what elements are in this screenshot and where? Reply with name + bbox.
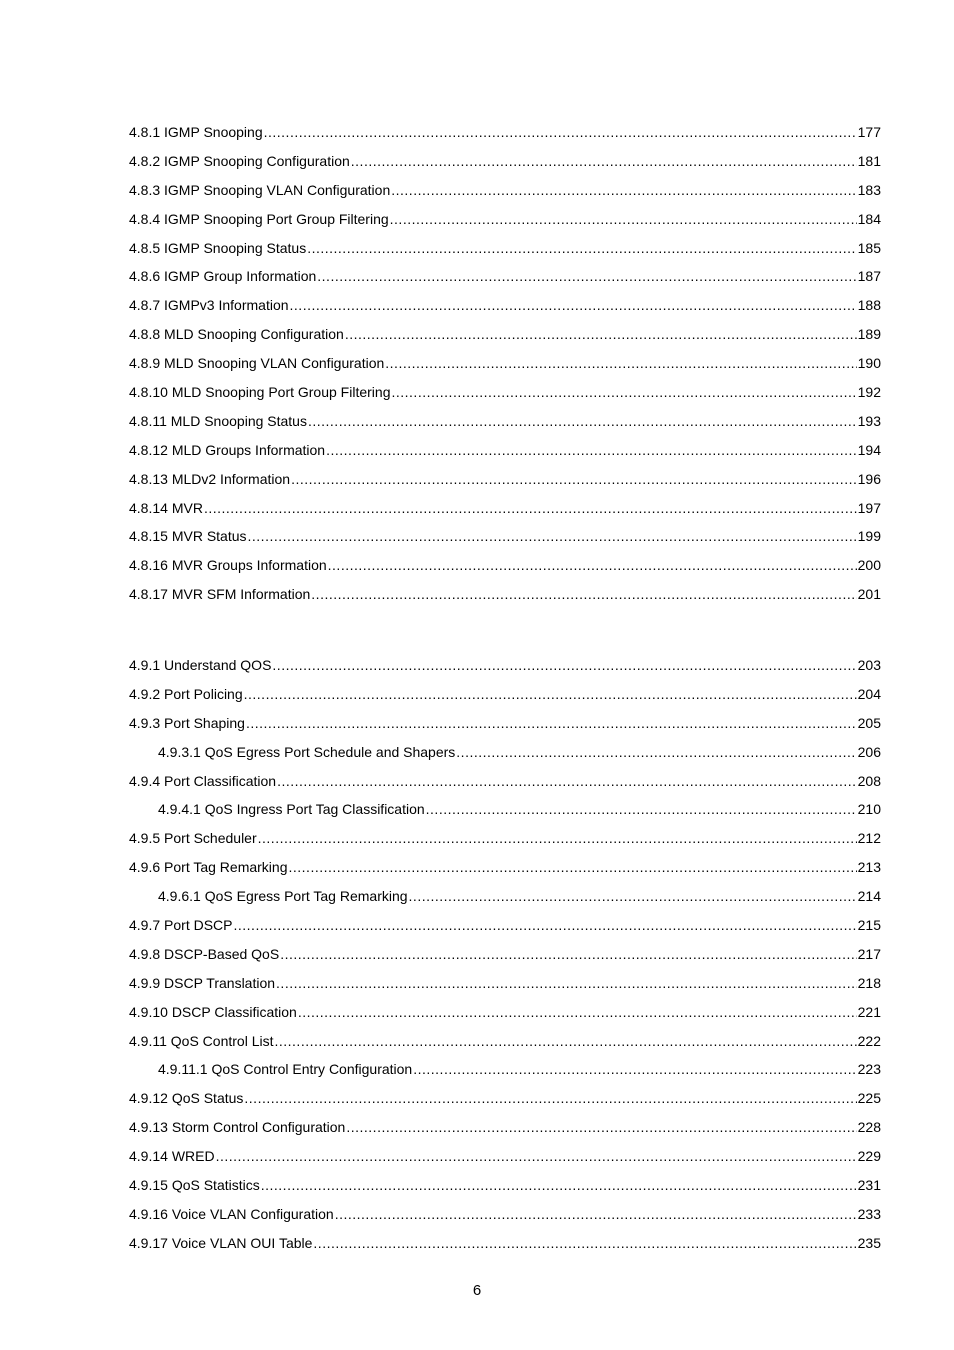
toc-entry-title[interactable]: 4.8.10 MLD Snooping Port Group Filtering — [129, 384, 391, 401]
toc-entry-title[interactable]: 4.9.6 Port Tag Remarking — [129, 859, 288, 876]
toc-dot-leader — [289, 857, 857, 877]
toc-entry-title[interactable]: 4.8.17 MVR SFM Information — [129, 586, 311, 603]
toc-dot-leader — [426, 799, 857, 819]
toc-entry-title[interactable]: 4.9.9 DSCP Translation — [129, 974, 276, 991]
toc-entry[interactable] — [129, 1146, 881, 1175]
toc-entry-page-number[interactable]: 183 — [857, 181, 881, 198]
toc-entry[interactable] — [129, 1088, 881, 1117]
toc-entry[interactable] — [129, 973, 881, 1002]
toc-entry-page-number[interactable]: 184 — [857, 210, 881, 227]
toc-dot-leader — [280, 944, 856, 964]
toc-entry-page-number[interactable]: 185 — [857, 239, 881, 256]
toc-dot-leader — [313, 1233, 856, 1253]
toc-entry-page-number[interactable]: 189 — [857, 326, 881, 343]
toc-entry-title[interactable]: 4.8.8 MLD Snooping Configuration — [129, 326, 344, 343]
toc-dot-leader — [456, 742, 856, 762]
toc-entry[interactable] — [129, 122, 881, 151]
toc-entry-page-number[interactable]: 222 — [857, 1032, 881, 1049]
toc-entry-title[interactable]: 4.8.2 IGMP Snooping Configuration — [129, 152, 350, 169]
toc-entry[interactable] — [129, 1233, 881, 1262]
toc-entry-title[interactable]: 4.9.14 WRED — [129, 1148, 215, 1165]
toc-dot-leader — [413, 1059, 856, 1079]
toc-entry[interactable] — [129, 555, 881, 584]
toc-entry[interactable] — [129, 238, 881, 267]
toc-entry[interactable] — [129, 742, 881, 771]
toc-dot-leader — [391, 382, 856, 402]
toc-entry[interactable] — [129, 266, 881, 295]
toc-section-qos — [129, 655, 881, 1262]
toc-entry[interactable] — [129, 209, 881, 238]
toc-entry[interactable] — [129, 684, 881, 713]
toc-entry[interactable] — [129, 828, 881, 857]
toc-entry[interactable] — [129, 526, 881, 555]
toc-entry[interactable] — [129, 1059, 881, 1088]
toc-dot-leader — [204, 498, 857, 518]
toc-entry[interactable] — [129, 915, 881, 944]
toc-dot-leader — [409, 886, 857, 906]
toc-entry-page-number[interactable]: 190 — [857, 355, 881, 372]
toc-entry[interactable] — [129, 151, 881, 180]
toc-dot-leader — [307, 238, 856, 258]
toc-section-igmp-mld-mvr — [129, 122, 881, 613]
toc-entry-title[interactable]: 4.9.8 DSCP-Based QoS — [129, 945, 280, 962]
toc-entry[interactable] — [129, 295, 881, 324]
toc-dot-leader — [258, 828, 857, 848]
toc-entry-page-number[interactable]: 225 — [857, 1090, 881, 1107]
toc-entry[interactable] — [129, 584, 881, 613]
toc-entry-title[interactable]: 4.9.6.1 QoS Egress Port Tag Remarking — [158, 888, 408, 905]
toc-entry-title[interactable]: 4.9.4 Port Classification — [129, 772, 277, 789]
toc-entry-page-number[interactable]: 223 — [857, 1061, 881, 1078]
toc-dot-leader — [216, 1146, 857, 1166]
toc-dot-leader — [244, 1088, 856, 1108]
toc-entry-page-number[interactable]: 221 — [857, 1003, 881, 1020]
toc-entry[interactable] — [129, 799, 881, 828]
toc-entry-page-number[interactable]: 215 — [857, 917, 881, 934]
toc-entry-page-number[interactable]: 188 — [857, 297, 881, 314]
toc-dot-leader — [308, 411, 857, 431]
toc-entry-page-number[interactable]: 212 — [857, 830, 881, 847]
toc-entry[interactable] — [129, 1117, 881, 1146]
toc-entry-title[interactable]: 4.9.12 QoS Status — [129, 1090, 244, 1107]
toc-entry-title[interactable]: 4.9.3.1 QoS Egress Port Schedule and Shapers — [158, 743, 456, 760]
toc-dot-leader — [276, 973, 857, 993]
toc-entry-title[interactable]: 4.8.12 MLD Groups Information — [129, 441, 326, 458]
toc-entry-page-number[interactable]: 218 — [857, 974, 881, 991]
toc-entry-title[interactable]: 4.9.3 Port Shaping — [129, 714, 245, 731]
toc-entry-page-number[interactable]: 205 — [857, 714, 881, 731]
toc-entry[interactable] — [129, 382, 881, 411]
toc-entry-title[interactable]: 4.8.3 IGMP Snooping VLAN Configuration — [129, 181, 391, 198]
toc-entry-title[interactable]: 4.8.13 MLDv2 Information — [129, 470, 291, 487]
toc-dot-leader — [326, 440, 857, 460]
toc-entry-title[interactable]: 4.8.5 IGMP Snooping Status — [129, 239, 307, 256]
toc-entry[interactable] — [129, 353, 881, 382]
toc-entry-title[interactable]: 4.9.17 Voice VLAN OUI Table — [129, 1234, 313, 1251]
toc-entry[interactable] — [129, 1031, 881, 1060]
toc-entry-page-number[interactable]: 194 — [857, 441, 881, 458]
toc-entry-title[interactable]: 4.9.11 QoS Control List — [129, 1032, 274, 1049]
toc-entry-page-number[interactable]: 181 — [857, 152, 881, 169]
toc-dot-leader — [311, 584, 856, 604]
toc-entry[interactable] — [129, 771, 881, 800]
toc-entry[interactable] — [129, 469, 881, 498]
toc-dot-leader — [328, 555, 857, 575]
toc-entry[interactable] — [129, 324, 881, 353]
toc-entry-page-number[interactable]: 197 — [857, 499, 881, 516]
toc-entry-page-number[interactable]: 177 — [857, 124, 881, 140]
toc-entry[interactable] — [129, 944, 881, 973]
toc-dot-leader — [385, 353, 856, 373]
toc-dot-leader — [390, 209, 857, 229]
toc-dot-leader — [248, 526, 857, 546]
toc-dot-leader — [290, 295, 857, 315]
toc-entry-page-number[interactable]: 235 — [857, 1234, 881, 1251]
toc-entry-title[interactable]: 4.8.1 IGMP Snooping — [129, 124, 263, 140]
toc-dot-leader — [298, 1002, 857, 1022]
toc-dot-leader — [345, 324, 857, 344]
toc-entry-page-number[interactable]: 231 — [857, 1177, 881, 1194]
toc-entry[interactable] — [129, 1002, 881, 1031]
toc-entry[interactable] — [129, 440, 881, 469]
toc-entry-title[interactable]: 4.9.15 QoS Statistics — [129, 1177, 260, 1194]
toc-entry-title[interactable]: 4.9.13 Storm Control Configuration — [129, 1119, 346, 1136]
toc-entry-title[interactable]: 4.9.1 Understand QOS — [129, 657, 272, 673]
toc-dot-leader — [346, 1117, 856, 1137]
toc-dot-leader — [244, 684, 857, 704]
toc-entry-title[interactable]: 4.8.14 MVR — [129, 499, 203, 516]
toc-dot-leader — [291, 469, 857, 489]
toc-entry-page-number[interactable]: 201 — [857, 586, 881, 603]
toc-entry-page-number[interactable]: 204 — [857, 685, 881, 702]
toc-dot-leader — [317, 266, 856, 286]
toc-entry-title[interactable]: 4.9.7 Port DSCP — [129, 917, 233, 934]
toc-dot-leader — [264, 122, 857, 142]
toc-entry[interactable] — [129, 498, 881, 527]
toc-entry-page-number[interactable]: 196 — [857, 470, 881, 487]
toc-dot-leader — [246, 713, 857, 733]
toc-entry-page-number[interactable]: 192 — [857, 384, 881, 401]
toc-entry-title[interactable]: 4.9.4.1 QoS Ingress Port Tag Classification — [158, 801, 425, 818]
toc-entry-page-number[interactable]: 228 — [857, 1119, 881, 1136]
toc-dot-leader — [277, 771, 857, 791]
toc-entry-title[interactable]: 4.8.11 MLD Snooping Status — [129, 412, 307, 429]
toc-entry-title[interactable]: 4.9.11.1 QoS Control Entry Configuration — [158, 1061, 413, 1078]
toc-entry-title[interactable]: 4.8.9 MLD Snooping VLAN Configuration — [129, 355, 385, 372]
toc-entry-title[interactable]: 4.8.6 IGMP Group Information — [129, 268, 317, 285]
toc-entry-page-number[interactable]: 210 — [857, 801, 881, 818]
toc-dot-leader — [351, 151, 857, 171]
toc-entry-title[interactable]: 4.8.7 IGMPv3 Information — [129, 297, 289, 314]
toc-entry-page-number[interactable]: 193 — [857, 412, 881, 429]
toc-entry[interactable] — [129, 1175, 881, 1204]
toc-entry-title[interactable]: 4.8.16 MVR Groups Information — [129, 557, 327, 574]
toc-entry-title[interactable]: 4.8.15 MVR Status — [129, 528, 247, 545]
toc-dot-leader — [391, 180, 856, 200]
toc-entry-title[interactable]: 4.9.2 Port Policing — [129, 685, 243, 702]
toc-entry-page-number[interactable]: 214 — [857, 888, 881, 905]
toc-entry-page-number[interactable]: 217 — [857, 945, 881, 962]
toc-entry-title[interactable]: 4.9.16 Voice VLAN Configuration — [129, 1205, 334, 1222]
toc-entry[interactable] — [129, 655, 881, 684]
page-number: 6 — [472, 1282, 482, 1299]
toc-entry-title[interactable]: 4.8.4 IGMP Snooping Port Group Filtering — [129, 210, 389, 227]
toc-entry-page-number[interactable]: 206 — [857, 743, 881, 760]
toc-dot-leader — [274, 1031, 856, 1051]
toc-entry-title[interactable]: 4.9.10 DSCP Classification — [129, 1003, 297, 1020]
toc-dot-leader — [272, 655, 856, 675]
toc-entry[interactable] — [129, 857, 881, 886]
toc-entry-title[interactable]: 4.9.5 Port Scheduler — [129, 830, 257, 847]
toc-entry[interactable] — [129, 1204, 881, 1233]
toc-entry-page-number[interactable]: 187 — [857, 268, 881, 285]
toc-entry[interactable] — [129, 713, 881, 742]
toc-entry-page-number[interactable]: 200 — [857, 557, 881, 574]
toc-entry-page-number[interactable]: 233 — [857, 1205, 881, 1222]
toc-entry-page-number[interactable]: 203 — [857, 657, 881, 673]
toc-entry-page-number[interactable]: 229 — [857, 1148, 881, 1165]
toc-entry-page-number[interactable]: 208 — [857, 772, 881, 789]
toc-dot-leader — [234, 915, 857, 935]
toc-entry-page-number[interactable]: 213 — [857, 859, 881, 876]
toc-entry[interactable] — [129, 180, 881, 209]
toc-dot-leader — [261, 1175, 857, 1195]
toc-dot-leader — [335, 1204, 857, 1224]
toc-entry[interactable] — [129, 886, 881, 915]
toc-entry[interactable] — [129, 411, 881, 440]
toc-entry-page-number[interactable]: 199 — [857, 528, 881, 545]
